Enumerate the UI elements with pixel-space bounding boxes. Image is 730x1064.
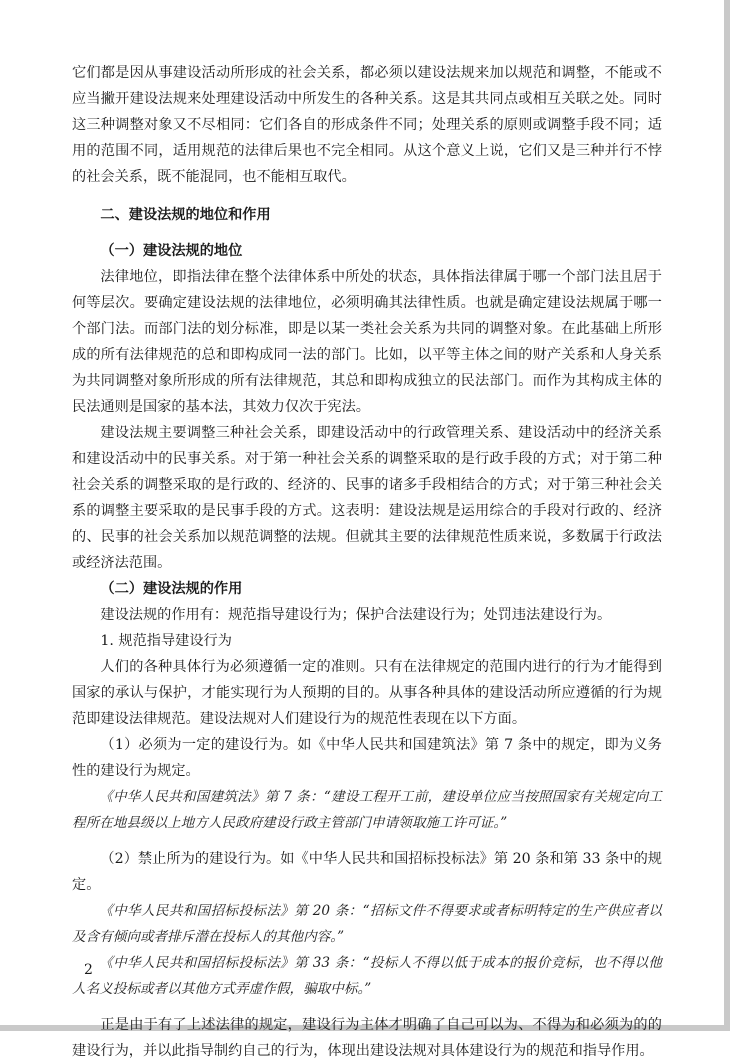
- point1: （1）必须为一定的建设行为。如《中华人民共和国建筑法》第 7 条中的规定，即为义务性的建设行为规定。: [72, 737, 662, 779]
- closing-paragraph: 正是由于有了上述法律的规定，建设行为主体才明确了自己可以为、不得为和必须为的的建设行为，并以此指导制约自己的行为，体现出建设法规对具体建设行为的规范和指导作用。: [72, 1017, 662, 1059]
- item1-title: 1. 规范指导建设行为: [100, 633, 232, 649]
- section-title: 二、建设法规的地位和作用: [100, 207, 271, 223]
- point2: （2）禁止所为的建设行为。如《中华人民共和国招标投标法》第 20 条和第 33 条中的规定。: [72, 851, 662, 893]
- page-content: [72, 60, 662, 1064]
- quote-bidding-law-33: 《中华人民共和国招标投标法》第 33 条：“投标人不得以低于成本的报价竞标，也不得以他人名义投标或者以其他方式弄虚作假，骗取中标。”: [72, 955, 662, 997]
- role-intro: 建设法规的作用有：规范指导建设行为；保护合法建设行为；处罚违法建设行为。: [100, 607, 612, 623]
- status-paragraph-2: 建设法规主要调整三种社会关系，即建设活动中的行政管理关系、建设活动中的经济关系和建设活动中的民事关系。对于第一种社会关系的调整采取的是行政手段的方式；对于第二种社会关系的调整采取的是行政的、经济的、民事的诸多手段相结合的方式；对于第三种社会关系的调整主要采取的是民事手段的方式。这表明：建设法规是运用综合的手段对行政的、经济的、民事的社会关系加以规范调整的法规。但就其主要的法律规范性质来说，多数属于行政法或经济法范围。: [72, 425, 662, 571]
- item1-text: 人们的各种具体行为必须遵循一定的准则。只有在法律规定的范围内进行的行为才能得到国家的承认与保护，才能实现行为人预期的目的。从事各种具体的建设活动所应遵循的行为规范即建设法律规范。建设法规对人们建设行为的规范性表现在以下方面。: [72, 659, 662, 727]
- subsection-title-role: （二）建设法规的作用: [100, 581, 243, 597]
- status-paragraph-1: 法律地位，即指法律在整个法律体系中所处的状态，具体指法律属于哪一个部门法且居于何等层次。要确定建设法规的法律地位，必须明确其法律性质。也就是确定建设法规属于哪一个部门法。而部门法的划分标准，即是以某一类社会关系为共同的调整对象。在此基础上所形成的所有法律规范的总和即构成同一法的部门。比如，以平等主体之间的财产关系和人身关系为共同调整对象所形成的所有法律规范，其总和即构成独立的民法部门。而作为其构成主体的民法通则是国家的基本法，其效力仅次于宪法。: [72, 269, 662, 415]
- intro-paragraph: 它们都是因从事建设活动所形成的社会关系，都必须以建设法规来加以规范和调整，不能或不应当撇开建设法规来处理建设活动中所发生的各种关系。这是其共同点或相互关联之处。同时这三种调整对象又不尽相同：它们各自的形成条件不同；处理关系的原则或调整手段不同；适用的范围不同，适用规范的法律后果也不完全相同。从这个意义上说，它们又是三种并行不悖的社会关系，既不能混同，也不能相互取代。: [72, 65, 662, 185]
- quote-construction-law: 《中华人民共和国建筑法》第 7 条：“建设工程开工前，建设单位应当按照国家有关规定向工程所在地县级以上地方人民政府建设行政主管部门申请领取施工许可证。”: [72, 789, 662, 831]
- subsection-title-status: （一）建设法规的地位: [100, 243, 243, 259]
- page-number: 2: [84, 962, 93, 978]
- quote-bidding-law-20: 《中华人民共和国招标投标法》第 20 条：“招标文件不得要求或者标明特定的生产供应者以及含有倾向或者排斥潜在投标人的其他内容。”: [72, 903, 662, 945]
